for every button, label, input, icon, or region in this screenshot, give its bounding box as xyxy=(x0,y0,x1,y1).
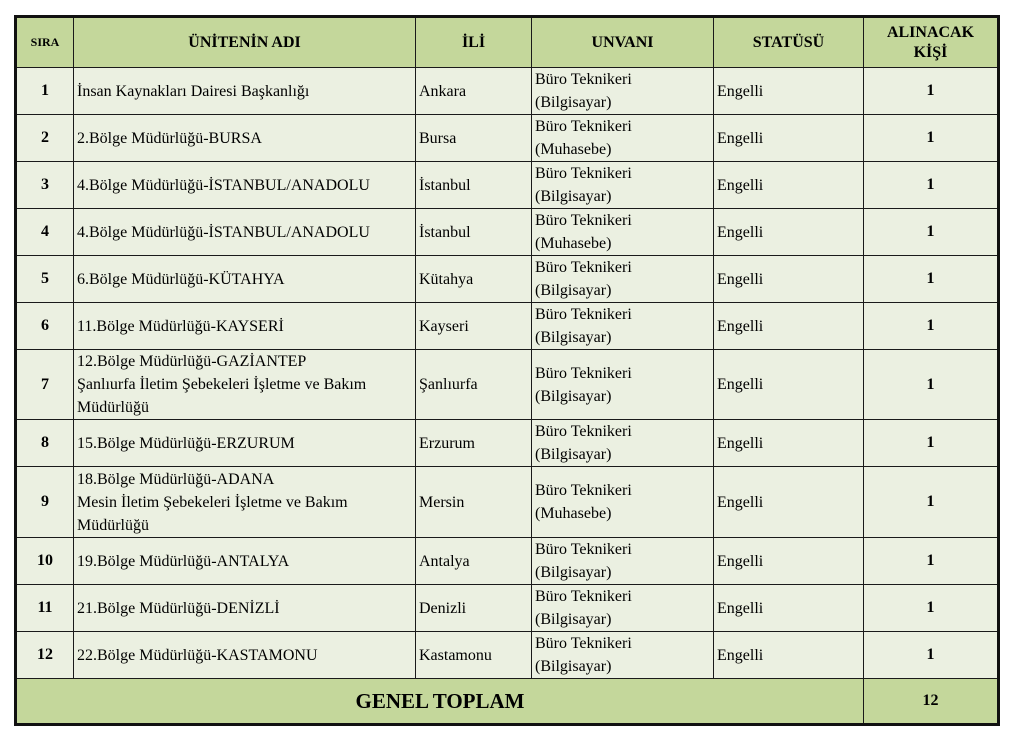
headcount: 1 xyxy=(864,350,999,420)
row-number: 5 xyxy=(16,256,74,303)
unit-name xyxy=(74,585,416,632)
header-sira: SIRA xyxy=(16,17,74,68)
row-number: 9 xyxy=(16,467,74,538)
headcount: 1 xyxy=(864,256,999,303)
job-title-line: (Bilgisayar) xyxy=(535,329,612,346)
row-number: 1 xyxy=(16,68,74,115)
header-headcount-line2: KİŞİ xyxy=(913,43,948,61)
province: Mersin xyxy=(416,467,532,538)
row-number: 6 xyxy=(16,303,74,350)
unit-name-line: 4.Bölge Müdürlüğü-İSTANBUL/ANADOLU xyxy=(77,176,370,194)
headcount: 1 xyxy=(864,420,999,467)
job-title xyxy=(532,68,714,115)
job-title-line: Büro Teknikeri xyxy=(535,118,632,135)
province: Antalya xyxy=(416,538,532,585)
job-title xyxy=(532,467,714,538)
job-title xyxy=(532,209,714,256)
table-row xyxy=(16,115,999,162)
job-title-line: Büro Teknikeri xyxy=(535,306,632,323)
province: Erzurum xyxy=(416,420,532,467)
headcount: 1 xyxy=(864,467,999,538)
job-title xyxy=(532,162,714,209)
job-title xyxy=(532,303,714,350)
job-title-line: (Bilgisayar) xyxy=(535,94,612,111)
row-number: 3 xyxy=(16,162,74,209)
row-number: 10 xyxy=(16,538,74,585)
unit-name-line: 11.Bölge Müdürlüğü-KAYSERİ xyxy=(77,317,284,335)
headcount: 1 xyxy=(864,115,999,162)
table-row xyxy=(16,209,999,256)
status: Engelli xyxy=(714,162,864,209)
job-title xyxy=(532,256,714,303)
job-title xyxy=(532,538,714,585)
unit-name-line: 18.Bölge Müdürlüğü-ADANA xyxy=(77,470,275,488)
row-number: 4 xyxy=(16,209,74,256)
job-title-line: Büro Teknikeri xyxy=(535,212,632,229)
status: Engelli xyxy=(714,420,864,467)
job-title-line: Büro Teknikeri xyxy=(535,635,632,652)
headcount: 1 xyxy=(864,632,999,679)
status: Engelli xyxy=(714,68,864,115)
unit-name xyxy=(74,632,416,679)
table-row xyxy=(16,632,999,679)
headcount: 1 xyxy=(864,538,999,585)
job-title-line: (Bilgisayar) xyxy=(535,446,612,463)
unit-name-line: 2.Bölge Müdürlüğü-BURSA xyxy=(77,129,262,147)
unit-name-line: Müdürlüğü xyxy=(77,399,149,416)
row-number: 2 xyxy=(16,115,74,162)
headcount: 1 xyxy=(864,68,999,115)
headcount: 1 xyxy=(864,162,999,209)
unit-name xyxy=(74,68,416,115)
job-title-line: (Bilgisayar) xyxy=(535,282,612,299)
unit-name-line: 19.Bölge Müdürlüğü-ANTALYA xyxy=(77,552,290,570)
unit-name-line: 4.Bölge Müdürlüğü-İSTANBUL/ANADOLU xyxy=(77,223,370,241)
row-number: 12 xyxy=(16,632,74,679)
unit-name-line: 15.Bölge Müdürlüğü-ERZURUM xyxy=(77,434,295,452)
job-title-line: (Muhasebe) xyxy=(535,235,612,252)
job-title-line: (Bilgisayar) xyxy=(535,611,612,628)
table-row xyxy=(16,585,999,632)
unit-name-line: Müdürlüğü xyxy=(77,516,149,534)
job-title xyxy=(532,585,714,632)
job-title-line: (Muhasebe) xyxy=(535,505,612,522)
table-row xyxy=(16,467,999,538)
province: Bursa xyxy=(416,115,532,162)
unit-name-line: 12.Bölge Müdürlüğü-GAZİANTEP xyxy=(77,353,307,370)
headcount: 1 xyxy=(864,209,999,256)
job-title-line: (Muhasebe) xyxy=(535,141,612,158)
status: Engelli xyxy=(714,467,864,538)
job-title-line: Büro Teknikeri xyxy=(535,588,632,605)
header-row xyxy=(16,17,999,68)
total-label: GENEL TOPLAM xyxy=(16,679,864,725)
status: Engelli xyxy=(714,303,864,350)
status: Engelli xyxy=(714,350,864,420)
job-title-line: (Bilgisayar) xyxy=(535,564,612,581)
row-number: 11 xyxy=(16,585,74,632)
header-province: İLİ xyxy=(416,17,532,68)
job-title-line: Büro Teknikeri xyxy=(535,541,632,558)
province: Kastamonu xyxy=(416,632,532,679)
table-body xyxy=(16,68,999,679)
unit-name-line: Şanlıurfa İletim Şebekeleri İşletme ve Bakım xyxy=(77,376,367,393)
province: İstanbul xyxy=(416,209,532,256)
job-title-line: (Bilgisayar) xyxy=(535,188,612,205)
unit-name xyxy=(74,115,416,162)
table-row xyxy=(16,420,999,467)
unit-name xyxy=(74,209,416,256)
province: Şanlıurfa xyxy=(416,350,532,420)
unit-name-line: 22.Bölge Müdürlüğü-KASTAMONU xyxy=(77,646,318,664)
table-row xyxy=(16,350,999,420)
job-title xyxy=(532,420,714,467)
job-title xyxy=(532,350,714,420)
job-title xyxy=(532,632,714,679)
status: Engelli xyxy=(714,256,864,303)
staff-allocation-table xyxy=(14,15,1000,726)
unit-name-line: İnsan Kaynakları Dairesi Başkanlığı xyxy=(77,82,310,100)
status: Engelli xyxy=(714,538,864,585)
status: Engelli xyxy=(714,209,864,256)
table-row xyxy=(16,162,999,209)
job-title-line: (Bilgisayar) xyxy=(535,387,612,405)
province: İstanbul xyxy=(416,162,532,209)
status: Engelli xyxy=(714,585,864,632)
job-title-line: Büro Teknikeri xyxy=(535,364,632,382)
header-status: STATÜSÜ xyxy=(714,17,864,68)
job-title-line: Büro Teknikeri xyxy=(535,71,632,88)
unit-name xyxy=(74,538,416,585)
job-title-line: Büro Teknikeri xyxy=(535,482,632,499)
status: Engelli xyxy=(714,632,864,679)
header-headcount-line1: ALINACAK xyxy=(886,24,975,42)
row-number: 7 xyxy=(16,350,74,420)
unit-name xyxy=(74,467,416,538)
unit-name xyxy=(74,350,416,420)
total-value: 12 xyxy=(864,679,999,725)
header-unit-name: ÜNİTENİN ADI xyxy=(74,17,416,68)
province: Kayseri xyxy=(416,303,532,350)
unit-name xyxy=(74,420,416,467)
unit-name-line: Mesin İletim Şebekeleri İşletme ve Bakım xyxy=(77,493,348,511)
unit-name xyxy=(74,256,416,303)
total-row xyxy=(16,679,999,725)
header-title: UNVANI xyxy=(532,17,714,68)
headcount: 1 xyxy=(864,585,999,632)
job-title-line: Büro Teknikeri xyxy=(535,165,632,182)
headcount: 1 xyxy=(864,303,999,350)
job-title xyxy=(532,115,714,162)
job-title-line: (Bilgisayar) xyxy=(535,658,612,675)
province: Denizli xyxy=(416,585,532,632)
job-title-line: Büro Teknikeri xyxy=(535,423,632,440)
table-row xyxy=(16,256,999,303)
table-row xyxy=(16,303,999,350)
province: Ankara xyxy=(416,68,532,115)
unit-name xyxy=(74,303,416,350)
table-row xyxy=(16,538,999,585)
unit-name xyxy=(74,162,416,209)
table-row xyxy=(16,68,999,115)
header-headcount xyxy=(864,17,999,68)
row-number: 8 xyxy=(16,420,74,467)
unit-name-line: 6.Bölge Müdürlüğü-KÜTAHYA xyxy=(77,270,285,288)
status: Engelli xyxy=(714,115,864,162)
job-title-line: Büro Teknikeri xyxy=(535,259,632,276)
unit-name-line: 21.Bölge Müdürlüğü-DENİZLİ xyxy=(77,599,280,617)
province: Kütahya xyxy=(416,256,532,303)
